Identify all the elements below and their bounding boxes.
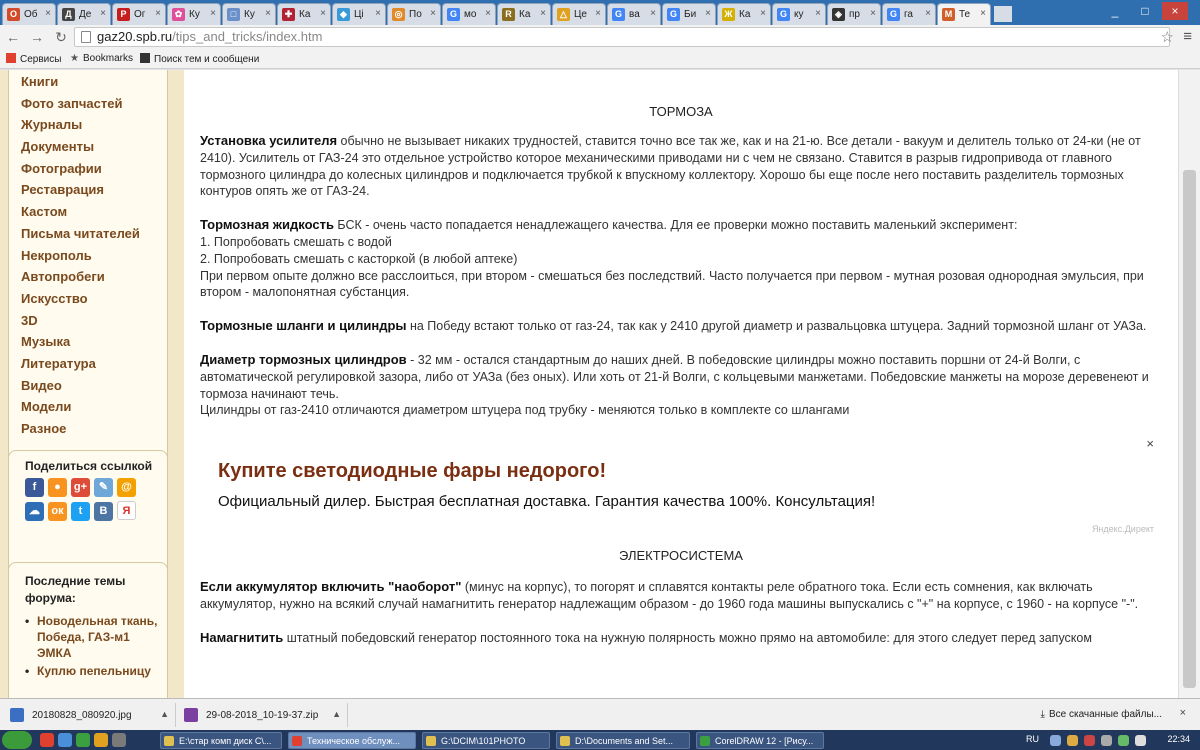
ad-banner[interactable] [200,436,1162,535]
share-title: Поделиться ссылкой [25,459,153,473]
close-window-icon[interactable]: × [1162,2,1188,20]
dropdown-arrow-icon[interactable]: ▲ [160,709,169,719]
tab-favicon-icon: G [777,8,790,21]
tab-favicon-icon: P [117,8,130,21]
page-scrollbar[interactable] [1178,70,1200,698]
window-icon [426,736,436,746]
tab-label: Ка [299,9,311,20]
browser-tab[interactable] [112,3,166,25]
tab-label: По [409,9,422,20]
paragraph-cylinder-diameter: Диаметр тормозных цилиндров - 32 мм - остался стандартным до наших дней. В победовские цилиндры можно поставить поршни от 24-й Волги, с автоматической регулировкой зазора, либо от УАЗа (без оных). Или хоть от 21-й Волги, с кольцевыми манжетами. Победовские манжеты на морозе деревенеют и тормоза начинают течь. Цилиндры от газ-2410 отличаются диаметром штуцера под трубку - меняются только в комплекте со шлангами [200,351,1149,418]
taskbar-label: Техническое обслуж... [307,736,400,746]
moi-mir-icon[interactable]: ☁ [25,502,44,521]
tab-close-icon[interactable]: × [650,8,656,19]
taskbar [0,730,1200,750]
browser-tab[interactable] [167,3,221,25]
browser-tab[interactable] [882,3,936,25]
tab-label: Ка [519,9,531,20]
all-downloads-link[interactable]: ⤓ Все скачанные файлы... [1040,709,1162,720]
sidebar-link[interactable]: Литература [21,355,96,371]
tab-label: пр [849,9,860,20]
window-icon [700,736,710,746]
tab-favicon-icon: ✚ [282,8,295,21]
maximize-icon[interactable]: □ [1141,4,1149,18]
tab-label: Це [574,9,587,20]
sidebar-link[interactable]: Журналы [21,117,83,133]
browser-tab[interactable] [827,3,881,25]
back-arrow-icon[interactable]: ← [6,29,20,45]
browser-tab[interactable] [717,3,771,25]
browser-tab[interactable] [552,3,606,25]
bookmark-bookmarks[interactable]: ★ Bookmarks [70,53,133,64]
download-bar [0,698,1200,730]
tab-close-icon[interactable]: × [265,8,271,19]
sidebar-link[interactable]: Письма читателей [21,225,140,241]
taskbar-window-button[interactable] [556,732,690,749]
paragraph-magnetize: Намагнитить штатный победовский генератор постоянного тока на нужную полярность можно прямо на автомобиле: для этого следует перед запуском [200,629,1092,645]
tab-label: мо [464,9,477,20]
sidebar-link[interactable]: Музыка [21,334,71,350]
reload-icon[interactable]: ↻ [55,29,67,45]
taskbar-label: D:\Documents and Set... [575,736,674,746]
window-icon [560,736,570,746]
sidebar-link[interactable]: Кастом [21,204,68,220]
tab-label: Ку [244,9,255,20]
tab-label: Те [959,9,971,20]
forum-topic-link[interactable]: • Куплю пепельницу [25,663,167,679]
tab-label: Ка [739,9,751,20]
tab-close-icon[interactable]: × [210,8,216,19]
tab-close-icon[interactable]: × [540,8,546,19]
facebook-icon[interactable]: f [25,478,44,497]
ad-text: Официальный дилер. Быстрая бесплатная доставка. Гарантия качества 100%. Консультация! [218,493,876,511]
tab-favicon-icon: ◆ [337,8,350,21]
address-bar[interactable] [74,27,1170,47]
download-item[interactable]: 20180828_080920.jpg ▲ [4,703,176,727]
tab-label: ку [794,9,804,20]
bookmark-forum-search[interactable]: Поиск тем и сообщени [140,53,259,65]
browser-tab[interactable] [332,3,386,25]
new-tab-button[interactable] [994,6,1012,22]
browser-tab[interactable] [57,3,111,25]
tab-close-icon[interactable]: × [430,8,436,19]
language-indicator[interactable]: RU [1026,734,1039,744]
paragraph-brake-hoses: Тормозные шланги и цилиндры на Победу встают только от газ-24, так как у 2410 другой диаметр и развальцовка штуцера. Задний тормозной шланг от УАЗа. [200,318,1147,334]
download-item[interactable]: 29-08-2018_10-19-37.zip ▲ [178,703,348,727]
tab-favicon-icon: Ж [722,8,735,21]
clock: 22:34 [1167,734,1190,744]
sidebar-link[interactable]: Автопробеги [21,269,105,285]
download-bar-close-icon[interactable]: × [1179,707,1186,719]
tab-strip [0,0,1200,25]
tab-close-icon[interactable]: × [980,8,986,19]
sidebar-menu [8,70,168,512]
tray-icon[interactable] [1050,735,1061,746]
quick-launch-icon[interactable] [112,733,126,747]
quick-launch-icon[interactable] [76,733,90,747]
window-icon [292,736,302,746]
tray-icon[interactable] [1067,735,1078,746]
tray-icon[interactable] [1084,735,1095,746]
taskbar-window-button[interactable] [696,732,824,749]
minimize-icon[interactable]: _ [1111,4,1119,18]
bookmark-star-icon[interactable]: ☆ [1160,29,1174,46]
browser-tab[interactable] [662,3,716,25]
browser-tab[interactable] [442,3,496,25]
browser-menu-icon[interactable]: ≡ [1183,28,1192,45]
tray-icon[interactable] [1101,735,1112,746]
url-host: gaz20.spb.ru [97,29,173,44]
scroll-thumb[interactable] [1183,170,1196,688]
taskbar-label: E:\стар комп диск С\... [179,736,272,746]
sidebar-link[interactable]: Книги [21,74,59,89]
forum-title: Последние темы форума: [25,574,126,605]
tab-close-icon[interactable]: × [760,8,766,19]
twitter-icon[interactable]: t [71,502,90,521]
url-path: /tips_and_tricks/index.htm [172,29,323,44]
browser-tab[interactable] [607,3,661,25]
ad-title[interactable]: Купите светодиодные фары недорого! [218,460,607,483]
tab-close-icon[interactable]: × [45,8,51,19]
google-plus-icon[interactable]: g+ [71,478,90,497]
tab-close-icon[interactable]: × [595,8,601,19]
sidebar-link[interactable]: 3D [21,312,38,328]
dropdown-arrow-icon[interactable]: ▲ [332,709,341,719]
star-icon: ★ [70,53,79,64]
tab-close-icon[interactable]: × [870,8,876,19]
tab-close-icon[interactable]: × [320,8,326,19]
tab-close-icon[interactable]: × [155,8,161,19]
mail-ru-icon[interactable]: @ [117,478,136,497]
yandex-icon[interactable]: Я [117,501,136,520]
browser-tab[interactable] [937,3,991,25]
start-button[interactable] [2,731,32,749]
tab-label: га [904,9,913,20]
article-content [184,70,1178,698]
tab-close-icon[interactable]: × [485,8,491,19]
sidebar-link[interactable]: Некрополь [21,247,92,263]
tab-label: Ог [134,9,146,20]
bookmarks-bar [0,49,1200,69]
ad-source[interactable]: Яндекс.Директ [1091,524,1154,535]
quick-launch-icon[interactable] [58,733,72,747]
browser-tab[interactable] [387,3,441,25]
vk-icon[interactable]: В [94,502,113,521]
tab-favicon-icon: G [612,8,625,21]
sidebar-link[interactable]: Реставрация [21,182,104,198]
quick-launch-icon[interactable] [94,733,108,747]
tray-icon[interactable] [1135,735,1146,746]
browser-tab[interactable] [222,3,276,25]
tab-favicon-icon: G [447,8,460,21]
browser-tab[interactable] [2,3,56,25]
tab-favicon-icon: G [667,8,680,21]
page-icon [81,31,91,43]
browser-tab[interactable] [772,3,826,25]
tray-icon[interactable] [1118,735,1129,746]
section-title-electrical: ЭЛЕКТРОСИСТЕМА [619,548,743,564]
taskbar-window-button[interactable] [160,732,282,749]
forum-icon [140,53,150,63]
tab-label: Де [79,9,92,20]
forum-topic-link[interactable]: • Новодельная ткань, Победа, ГАЗ-м1 ЭМКА [25,613,167,661]
tab-favicon-icon: G [887,8,900,21]
paragraph-battery: Если аккумулятор включить "наоборот" (минус на корпус), то погорят и сплавятся контакты реле обратного тока. Если есть сомнения, как включать аккумулятор, нужно на всякий случай намагнитить генератор надлежащим образом - до 1960 года машины выпускались с "+" на корпусе, с 1960 - на корпусе "-". [200,579,1139,611]
tab-label: Би [684,9,697,20]
paragraph-booster: Установка усилителя обычно не вызывает никаких трудностей, ставится точно все так же, как и на 21-ю. Все детали - вакуум и делитель только от 24-ки (не от 2410). Усилитель от ГАЗ-24 это отдельное устройство которое механическими приводами ни с чем не связано. Ставится в разрыв гидропривода от главного тормозного цилиндра до колесных цилиндров и подключается трубкой к впускному коллектору. Хорошо бы еще после него поставить разделитель тормозных контуров опять же от ГАЗ-24. [200,133,1141,199]
browser-tab[interactable] [497,3,551,25]
forum-box [8,562,168,698]
share-row [25,501,167,525]
tab-favicon-icon: R [502,8,515,21]
window-icon [164,736,174,746]
sidebar-link[interactable]: Документы [21,139,95,155]
ad-close-icon[interactable]: × [1146,436,1154,452]
taskbar-label: CorelDRAW 12 - [Рису... [715,736,814,746]
tab-favicon-icon: M [942,8,955,21]
paragraph-brake-fluid: Тормозная жидкость БСК - очень часто попадается ненадлежащего качества. Для ее проверки можно поставить маленький эксперимент: 1. Попробовать смешать с водой 2. Попробовать смешать с касторкой (в любой аптеке) При первом опыте должно все расслоиться, при втором - смешаться без последствий. Часто получается при первом - мутная розовая однородная эмульсия, при втором - малопонятная субстанция. [200,217,1144,300]
sidebar-link[interactable]: Модели [21,399,72,415]
apps-grid-icon [6,53,16,63]
browser-tab[interactable] [277,3,331,25]
taskbar-window-button[interactable] [422,732,550,749]
tab-favicon-icon: ◈ [832,8,845,21]
tab-label: Ці [354,9,364,20]
sidebar-link[interactable]: Фотографии [21,160,102,176]
tab-close-icon[interactable]: × [925,8,931,19]
tab-close-icon[interactable]: × [815,8,821,19]
tab-label: Ку [189,9,200,20]
tab-favicon-icon: ✿ [172,8,185,21]
image-file-icon [10,708,24,722]
tab-favicon-icon: Д [62,8,75,21]
tab-close-icon[interactable]: × [705,8,711,19]
tab-favicon-icon: △ [557,8,570,21]
quick-launch-icon[interactable] [40,733,54,747]
tab-close-icon[interactable]: × [375,8,381,19]
sidebar-link[interactable]: Искусство [21,290,88,306]
address-toolbar [0,25,1200,49]
odnoklassniki-icon[interactable]: ок [48,502,67,521]
livejournal-icon[interactable]: ✎ [94,478,113,497]
section-title-brakes: ТОРМОЗА [649,104,713,119]
share-row [25,477,167,501]
tab-label: Об [24,9,38,20]
bookmark-services[interactable]: Сервисы [6,53,61,65]
sidebar-link[interactable]: Фото запчастей [21,95,123,111]
forward-arrow-icon[interactable]: → [30,29,44,45]
sidebar-link[interactable]: Видео [21,377,62,393]
tab-favicon-icon: О [7,8,20,21]
taskbar-window-button[interactable] [288,732,416,749]
odnoklassniki-circle-icon[interactable]: ● [48,478,67,497]
archive-file-icon [184,708,198,722]
download-icon: ⤓ [1040,709,1045,720]
tab-favicon-icon: □ [227,8,240,21]
tab-label: ва [629,9,640,20]
tab-favicon-icon: ◎ [392,8,405,21]
sidebar-link[interactable]: Разное [21,421,67,436]
tab-close-icon[interactable]: × [100,8,106,19]
web-page [0,70,1200,698]
taskbar-label: G:\DCIM\101PHOTO [441,736,526,746]
